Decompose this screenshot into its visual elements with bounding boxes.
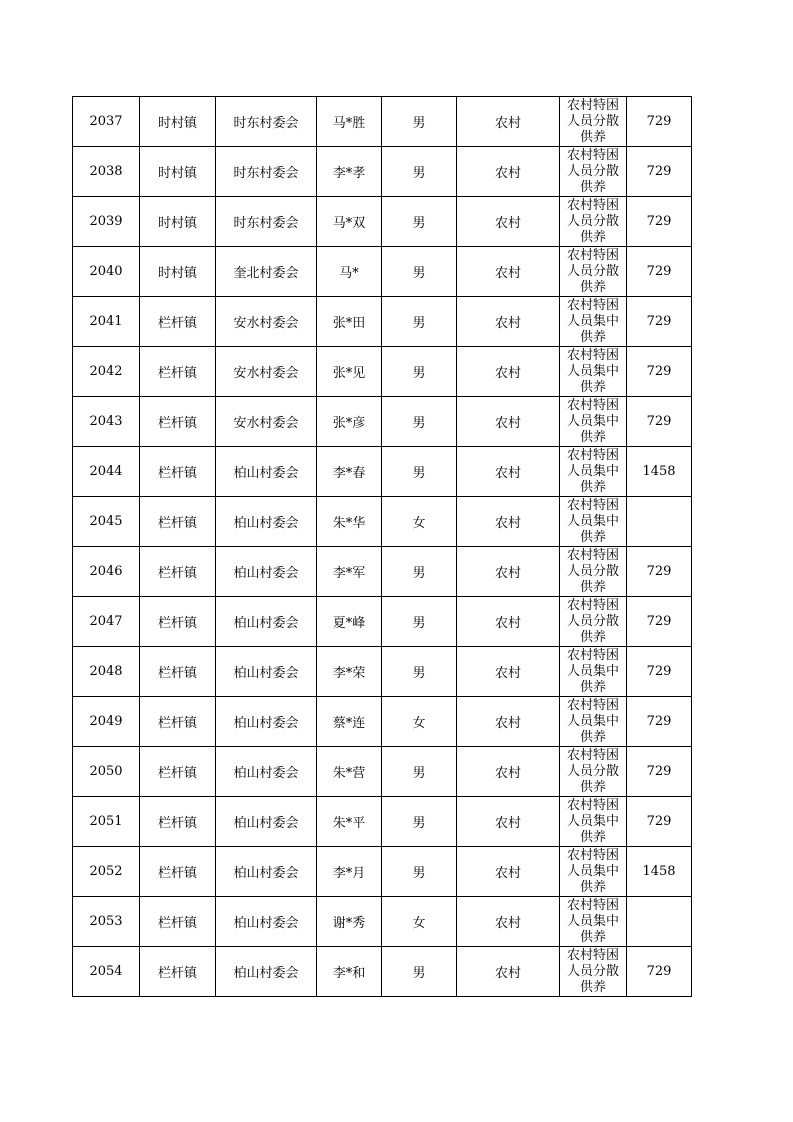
support-type-line: 供养 <box>579 880 606 895</box>
gender-cell: 男 <box>382 797 457 847</box>
support-type-line: 供养 <box>579 280 606 295</box>
town-cell: 栏杆镇 <box>140 897 216 947</box>
support-type-line: 人员集中 <box>566 714 619 729</box>
row-number-cell: 2054 <box>73 947 140 997</box>
support-type-line: 农村特困 <box>566 198 619 213</box>
support-type-line: 人员集中 <box>566 864 619 879</box>
area-type-cell: 农村 <box>457 297 560 347</box>
area-type-cell: 农村 <box>457 597 560 647</box>
area-type-cell: 农村 <box>457 847 560 897</box>
support-type-line: 农村特困 <box>566 948 619 963</box>
support-type-line: 人员集中 <box>566 414 619 429</box>
area-type-cell: 农村 <box>457 147 560 197</box>
row-number-cell: 2043 <box>73 397 140 447</box>
support-type-line: 农村特困 <box>566 798 619 813</box>
person-name-cell: 张*彦 <box>317 397 382 447</box>
village-committee-cell: 柏山村委会 <box>216 897 317 947</box>
area-type-cell: 农村 <box>457 947 560 997</box>
support-type-cell <box>560 397 627 447</box>
gender-cell: 女 <box>382 697 457 747</box>
area-type-cell: 农村 <box>457 497 560 547</box>
support-type-cell <box>560 597 627 647</box>
support-type-line: 供养 <box>579 480 606 495</box>
support-type-cell <box>560 847 627 897</box>
area-type-cell: 农村 <box>457 747 560 797</box>
table-row <box>73 847 692 897</box>
table-row <box>73 547 692 597</box>
row-number-cell: 2052 <box>73 847 140 897</box>
table-row <box>73 247 692 297</box>
village-committee-cell: 柏山村委会 <box>216 447 317 497</box>
table-row <box>73 147 692 197</box>
support-type-cell <box>560 897 627 947</box>
support-type-line: 农村特困 <box>566 648 619 663</box>
village-committee-cell: 时东村委会 <box>216 197 317 247</box>
support-type-line: 农村特困 <box>566 298 619 313</box>
amount-cell: 729 <box>627 747 692 797</box>
support-type-line: 供养 <box>579 980 606 995</box>
support-type-line: 人员分散 <box>566 764 619 779</box>
amount-cell: 1458 <box>627 847 692 897</box>
support-type-line: 人员分散 <box>566 614 619 629</box>
amount-cell <box>627 497 692 547</box>
person-name-cell: 李*春 <box>317 447 382 497</box>
person-name-cell: 张*田 <box>317 297 382 347</box>
amount-cell: 729 <box>627 247 692 297</box>
support-type-line: 供养 <box>579 780 606 795</box>
support-type-cell <box>560 297 627 347</box>
gender-cell: 男 <box>382 547 457 597</box>
town-cell: 栏杆镇 <box>140 697 216 747</box>
village-committee-cell: 安水村委会 <box>216 397 317 447</box>
support-type-line: 供养 <box>579 730 606 745</box>
gender-cell: 男 <box>382 247 457 297</box>
row-number-cell: 2045 <box>73 497 140 547</box>
amount-cell: 729 <box>627 547 692 597</box>
town-cell: 栏杆镇 <box>140 297 216 347</box>
amount-cell: 729 <box>627 797 692 847</box>
support-type-line: 供养 <box>579 830 606 845</box>
gender-cell: 男 <box>382 397 457 447</box>
support-type-line: 农村特困 <box>566 848 619 863</box>
support-type-line: 供养 <box>579 680 606 695</box>
table-row <box>73 97 692 147</box>
amount-cell: 729 <box>627 397 692 447</box>
row-number-cell: 2048 <box>73 647 140 697</box>
person-name-cell: 李*军 <box>317 547 382 597</box>
support-type-line: 供养 <box>579 380 606 395</box>
area-type-cell: 农村 <box>457 397 560 447</box>
person-name-cell: 马*双 <box>317 197 382 247</box>
table-row <box>73 897 692 947</box>
support-type-line: 人员集中 <box>566 814 619 829</box>
table-row <box>73 297 692 347</box>
support-type-cell <box>560 747 627 797</box>
area-type-cell: 农村 <box>457 347 560 397</box>
support-type-cell <box>560 97 627 147</box>
table-row <box>73 447 692 497</box>
amount-cell: 729 <box>627 697 692 747</box>
support-type-cell <box>560 147 627 197</box>
village-committee-cell: 柏山村委会 <box>216 697 317 747</box>
support-type-line: 人员分散 <box>566 264 619 279</box>
support-type-cell <box>560 947 627 997</box>
row-number-cell: 2046 <box>73 547 140 597</box>
town-cell: 栏杆镇 <box>140 497 216 547</box>
support-type-cell <box>560 647 627 697</box>
amount-cell: 729 <box>627 947 692 997</box>
area-type-cell: 农村 <box>457 697 560 747</box>
table-row <box>73 497 692 547</box>
town-cell: 栏杆镇 <box>140 597 216 647</box>
town-cell: 栏杆镇 <box>140 647 216 697</box>
person-name-cell: 李*孝 <box>317 147 382 197</box>
village-committee-cell: 安水村委会 <box>216 297 317 347</box>
amount-cell <box>627 897 692 947</box>
support-type-line: 农村特困 <box>566 698 619 713</box>
support-type-line: 农村特困 <box>566 898 619 913</box>
person-name-cell: 马* <box>317 247 382 297</box>
support-type-line: 供养 <box>579 580 606 595</box>
village-committee-cell: 柏山村委会 <box>216 797 317 847</box>
village-committee-cell: 奎北村委会 <box>216 247 317 297</box>
person-name-cell: 张*见 <box>317 347 382 397</box>
table-row <box>73 347 692 397</box>
table-row <box>73 797 692 847</box>
person-name-cell: 李*和 <box>317 947 382 997</box>
table-row <box>73 397 692 447</box>
amount-cell: 729 <box>627 597 692 647</box>
person-name-cell: 夏*峰 <box>317 597 382 647</box>
table-row <box>73 197 692 247</box>
support-type-line: 农村特困 <box>566 748 619 763</box>
support-type-cell <box>560 697 627 747</box>
support-type-line: 农村特困 <box>566 98 619 113</box>
table-row <box>73 947 692 997</box>
support-type-line: 人员集中 <box>566 464 619 479</box>
area-type-cell: 农村 <box>457 197 560 247</box>
row-number-cell: 2044 <box>73 447 140 497</box>
town-cell: 时村镇 <box>140 197 216 247</box>
amount-cell: 729 <box>627 347 692 397</box>
row-number-cell: 2039 <box>73 197 140 247</box>
person-name-cell: 朱*华 <box>317 497 382 547</box>
amount-cell: 729 <box>627 147 692 197</box>
support-type-line: 农村特困 <box>566 248 619 263</box>
area-type-cell: 农村 <box>457 447 560 497</box>
amount-cell: 1458 <box>627 447 692 497</box>
support-type-line: 农村特困 <box>566 448 619 463</box>
table-body <box>73 97 692 997</box>
support-type-cell <box>560 497 627 547</box>
support-type-line: 供养 <box>579 230 606 245</box>
row-number-cell: 2037 <box>73 97 140 147</box>
table-row <box>73 597 692 647</box>
person-name-cell: 朱*平 <box>317 797 382 847</box>
support-type-line: 供养 <box>579 430 606 445</box>
person-name-cell: 李*月 <box>317 847 382 897</box>
gender-cell: 男 <box>382 597 457 647</box>
support-type-cell <box>560 797 627 847</box>
row-number-cell: 2047 <box>73 597 140 647</box>
area-type-cell: 农村 <box>457 547 560 597</box>
town-cell: 栏杆镇 <box>140 447 216 497</box>
row-number-cell: 2051 <box>73 797 140 847</box>
gender-cell: 男 <box>382 97 457 147</box>
support-type-line: 农村特困 <box>566 498 619 513</box>
support-type-line: 供养 <box>579 530 606 545</box>
support-type-line: 供养 <box>579 630 606 645</box>
village-committee-cell: 柏山村委会 <box>216 647 317 697</box>
gender-cell: 男 <box>382 647 457 697</box>
table-row <box>73 747 692 797</box>
row-number-cell: 2049 <box>73 697 140 747</box>
support-type-line: 供养 <box>579 180 606 195</box>
support-type-line: 人员集中 <box>566 514 619 529</box>
town-cell: 时村镇 <box>140 247 216 297</box>
village-committee-cell: 柏山村委会 <box>216 497 317 547</box>
village-committee-cell: 柏山村委会 <box>216 597 317 647</box>
village-committee-cell: 柏山村委会 <box>216 547 317 597</box>
gender-cell: 男 <box>382 447 457 497</box>
village-committee-cell: 安水村委会 <box>216 347 317 397</box>
gender-cell: 男 <box>382 297 457 347</box>
town-cell: 栏杆镇 <box>140 547 216 597</box>
support-type-line: 人员分散 <box>566 964 619 979</box>
person-name-cell: 李*荣 <box>317 647 382 697</box>
support-type-line: 人员集中 <box>566 364 619 379</box>
support-type-line: 农村特困 <box>566 398 619 413</box>
support-type-line: 人员集中 <box>566 314 619 329</box>
row-number-cell: 2050 <box>73 747 140 797</box>
town-cell: 时村镇 <box>140 147 216 197</box>
gender-cell: 女 <box>382 497 457 547</box>
support-type-line: 人员集中 <box>566 914 619 929</box>
gender-cell: 女 <box>382 897 457 947</box>
support-type-cell <box>560 247 627 297</box>
row-number-cell: 2053 <box>73 897 140 947</box>
support-type-cell <box>560 347 627 397</box>
support-type-line: 供养 <box>579 930 606 945</box>
village-committee-cell: 时东村委会 <box>216 97 317 147</box>
area-type-cell: 农村 <box>457 897 560 947</box>
person-name-cell: 马*胜 <box>317 97 382 147</box>
support-type-line: 人员分散 <box>566 214 619 229</box>
gender-cell: 男 <box>382 147 457 197</box>
village-committee-cell: 时东村委会 <box>216 147 317 197</box>
village-committee-cell: 柏山村委会 <box>216 747 317 797</box>
town-cell: 栏杆镇 <box>140 797 216 847</box>
person-name-cell: 谢*秀 <box>317 897 382 947</box>
support-type-line: 人员分散 <box>566 564 619 579</box>
area-type-cell: 农村 <box>457 647 560 697</box>
amount-cell: 729 <box>627 647 692 697</box>
table-row <box>73 697 692 747</box>
support-type-line: 供养 <box>579 330 606 345</box>
area-type-cell: 农村 <box>457 797 560 847</box>
support-type-line: 农村特困 <box>566 148 619 163</box>
support-type-line: 供养 <box>579 130 606 145</box>
person-name-cell: 朱*营 <box>317 747 382 797</box>
amount-cell: 729 <box>627 197 692 247</box>
row-number-cell: 2038 <box>73 147 140 197</box>
town-cell: 栏杆镇 <box>140 847 216 897</box>
gender-cell: 男 <box>382 847 457 897</box>
support-type-cell <box>560 197 627 247</box>
row-number-cell: 2042 <box>73 347 140 397</box>
village-committee-cell: 柏山村委会 <box>216 847 317 897</box>
town-cell: 栏杆镇 <box>140 747 216 797</box>
support-type-cell <box>560 547 627 597</box>
gender-cell: 男 <box>382 747 457 797</box>
support-type-line: 农村特困 <box>566 598 619 613</box>
town-cell: 栏杆镇 <box>140 347 216 397</box>
area-type-cell: 农村 <box>457 247 560 297</box>
support-type-line: 人员集中 <box>566 664 619 679</box>
town-cell: 栏杆镇 <box>140 397 216 447</box>
amount-cell: 729 <box>627 297 692 347</box>
area-type-cell: 农村 <box>457 97 560 147</box>
gender-cell: 男 <box>382 347 457 397</box>
support-type-line: 人员分散 <box>566 114 619 129</box>
table-row <box>73 647 692 697</box>
row-number-cell: 2041 <box>73 297 140 347</box>
gender-cell: 男 <box>382 947 457 997</box>
town-cell: 时村镇 <box>140 97 216 147</box>
support-type-line: 农村特困 <box>566 548 619 563</box>
person-name-cell: 蔡*连 <box>317 697 382 747</box>
welfare-roster-table <box>72 96 692 997</box>
row-number-cell: 2040 <box>73 247 140 297</box>
amount-cell: 729 <box>627 97 692 147</box>
gender-cell: 男 <box>382 197 457 247</box>
town-cell: 栏杆镇 <box>140 947 216 997</box>
village-committee-cell: 柏山村委会 <box>216 947 317 997</box>
support-type-line: 人员分散 <box>566 164 619 179</box>
support-type-line: 农村特困 <box>566 348 619 363</box>
support-type-cell <box>560 447 627 497</box>
